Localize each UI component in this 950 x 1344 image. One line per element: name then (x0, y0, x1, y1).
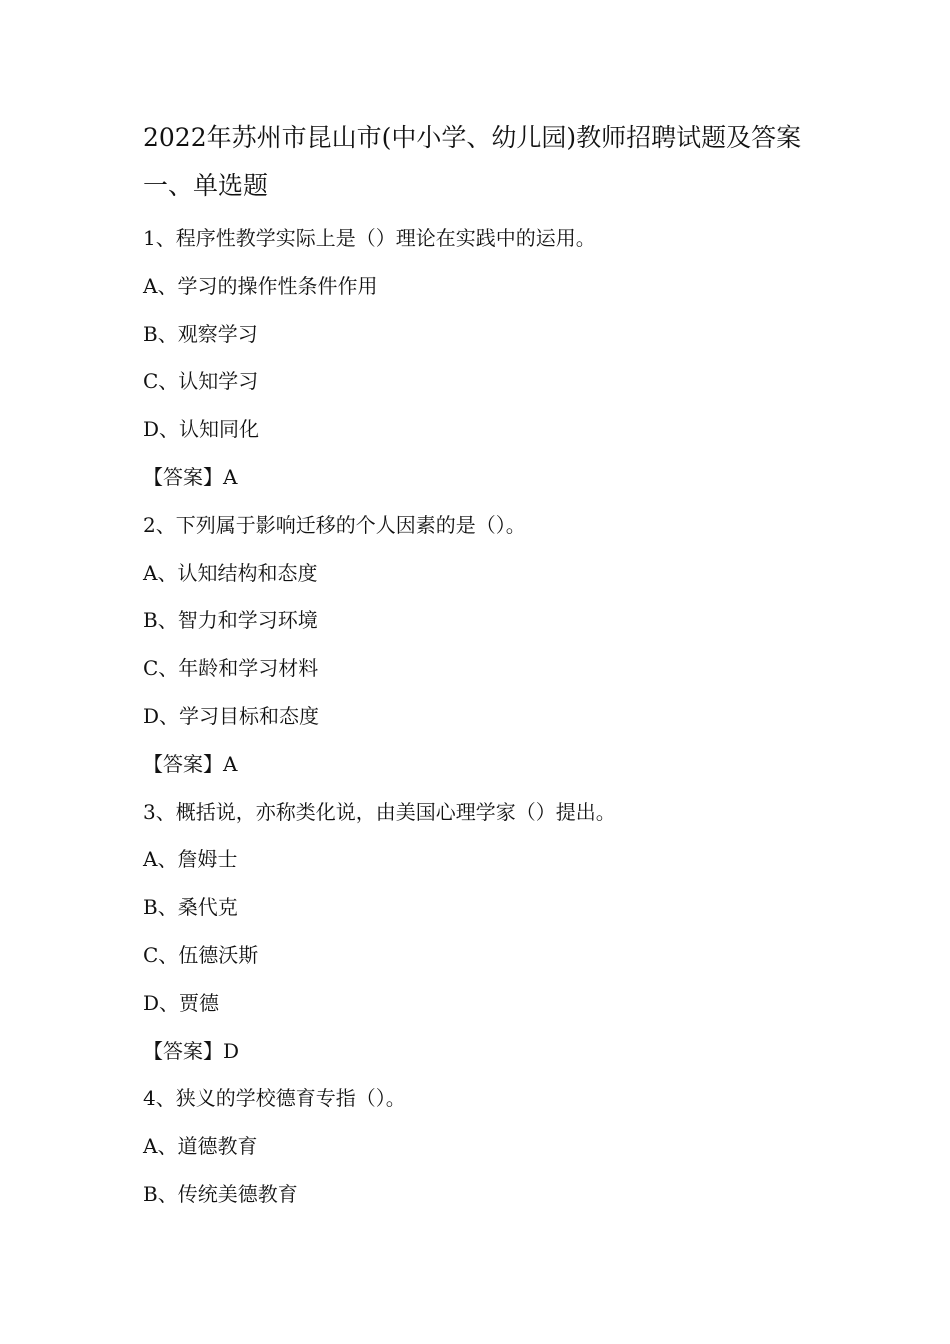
option-a: A、道德教育 (143, 1134, 258, 1159)
question-stem: 1、程序性教学实际上是（）理论在实践中的运用。 (143, 226, 596, 250)
question-stem: 3、概括说，亦称类化说，由美国心理学家（）提出。 (143, 799, 616, 824)
section-heading: 一、单选题 (143, 171, 269, 200)
option-c: C、年龄和学习材料 (143, 656, 319, 681)
document-title: 2022年苏州市昆山市(中小学、幼儿园)教师招聘试题及答案 (143, 123, 802, 152)
answer-line: 【答案】D (143, 1038, 240, 1063)
option-d: D、贾德 (143, 990, 220, 1015)
option-a: A、詹姆士 (143, 847, 238, 872)
question-stem: 4、狭义的学校德育专指（）。 (143, 1086, 406, 1111)
option-d: D、认知同化 (143, 417, 260, 442)
option-b: B、传统美德教育 (143, 1181, 298, 1206)
option-a: A、认知结构和态度 (143, 560, 318, 585)
question-list (143, 220, 903, 1224)
question-stem: 2、下列属于影响迁移的个人因素的是（）。 (143, 512, 526, 537)
option-d: D、学习目标和态度 (143, 703, 320, 728)
option-c: C、认知学习 (143, 369, 259, 394)
answer-line: 【答案】A (143, 464, 238, 489)
option-c: C、伍德沃斯 (143, 942, 259, 967)
answer-line: 【答案】A (143, 751, 238, 776)
option-b: B、观察学习 (143, 321, 258, 346)
option-b: B、智力和学习环境 (143, 608, 318, 633)
option-a: A、学习的操作性条件作用 (143, 273, 378, 298)
option-b: B、桑代克 (143, 895, 238, 920)
